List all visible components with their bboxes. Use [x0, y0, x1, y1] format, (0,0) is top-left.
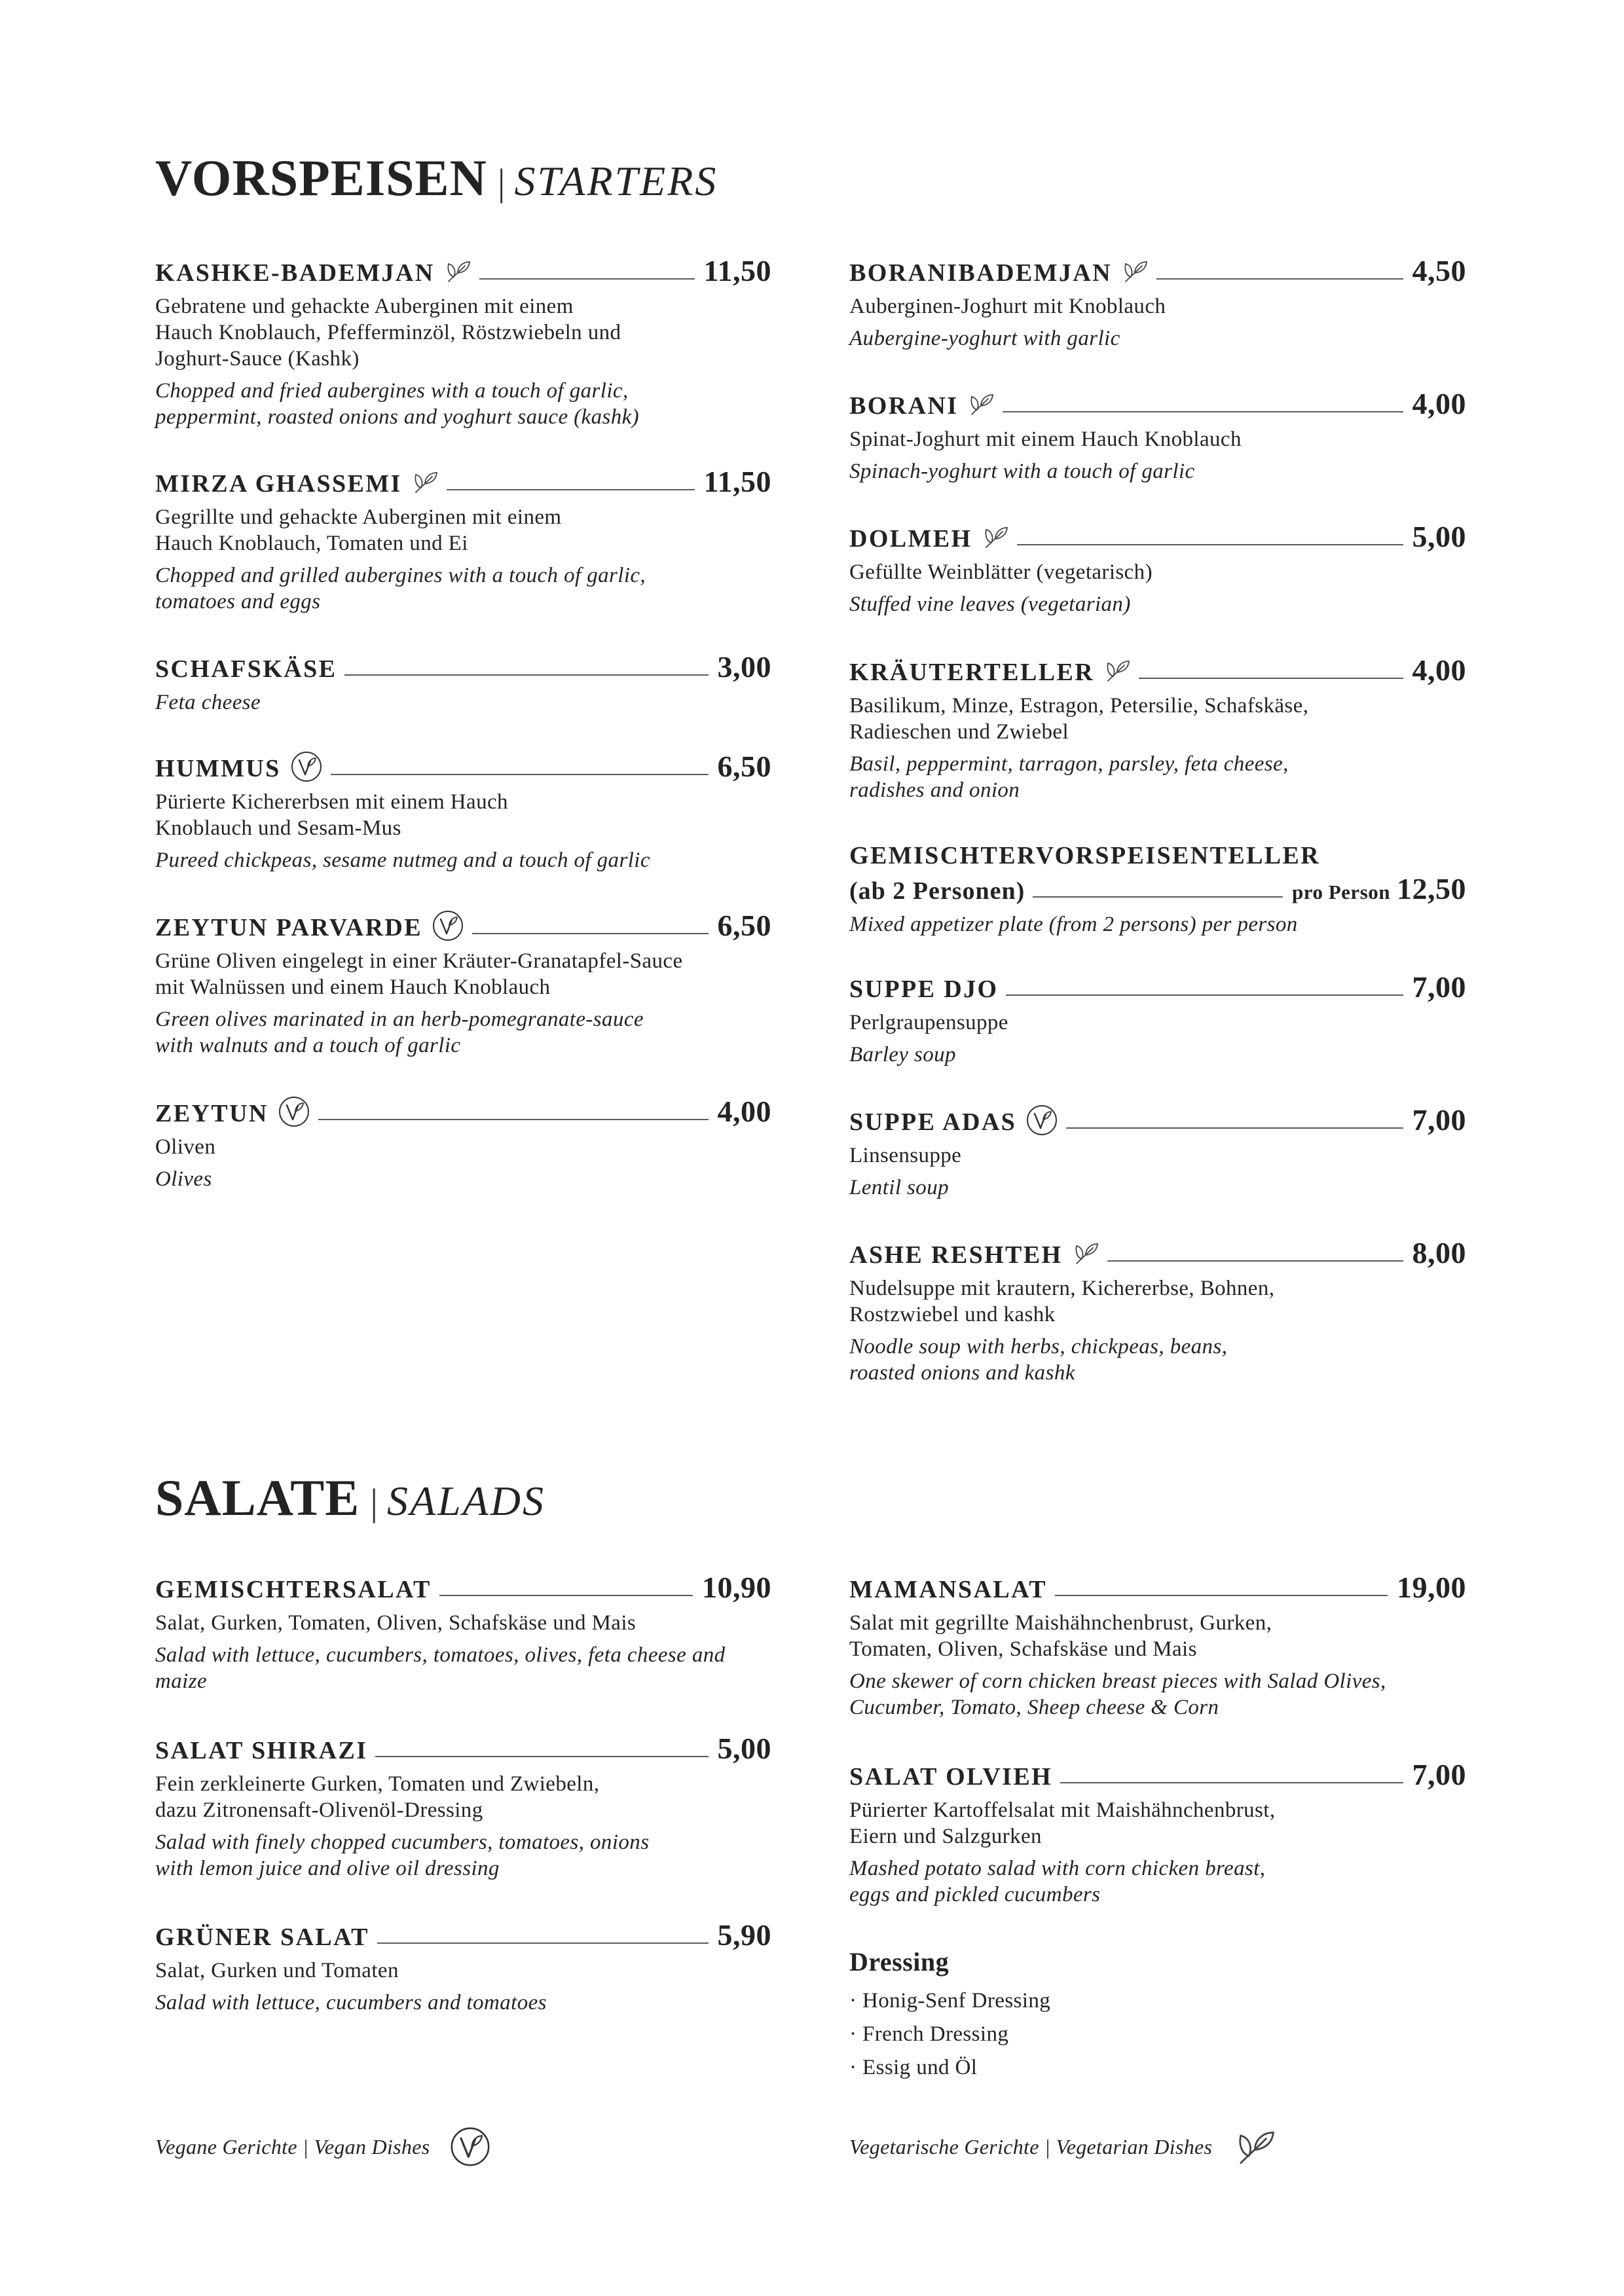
- description-en: [155, 378, 771, 430]
- description-en-line: roasted onions and kashk: [849, 1361, 1075, 1385]
- item-name: ZEYTUN: [155, 1100, 268, 1127]
- description-de: [849, 1610, 1466, 1662]
- item-price: 8,00: [1412, 1236, 1466, 1269]
- item-price: 3,00: [717, 650, 771, 683]
- item-name-row: [155, 748, 771, 785]
- menu-item: [849, 1757, 1466, 1908]
- vegan-legend: [155, 2124, 491, 2170]
- description-en: [849, 1334, 1466, 1386]
- vegan-icon: [1025, 1104, 1058, 1137]
- item-name-row: [849, 969, 1466, 1006]
- menu-item: [849, 386, 1466, 484]
- item-price: 7,00: [1412, 1758, 1466, 1791]
- item-price: 4,00: [717, 1095, 771, 1128]
- item-name-row: [849, 519, 1466, 555]
- price-leader-line: [1066, 1127, 1403, 1129]
- description-de-line: Spinat-Joghurt mit einem Hauch Knoblauch: [849, 428, 1242, 451]
- description-de: [155, 1610, 771, 1636]
- menu-item: [849, 1235, 1466, 1386]
- description-de-line: Pürierte Kichererbsen mit einem Hauch: [155, 790, 508, 814]
- item-name: SALAT OLVIEH: [849, 1763, 1053, 1791]
- description-de-line: Oliven: [155, 1135, 216, 1159]
- description-de-line: dazu Zitronensaft-Olivenöl-Dressing: [155, 1798, 483, 1822]
- description-de: [155, 948, 771, 1000]
- description-en-line: eggs and pickled cucumbers: [849, 1883, 1101, 1906]
- item-price: 5,90: [717, 1918, 771, 1952]
- menu-item: [155, 1569, 771, 1694]
- vegetarian-legend-label: Vegetarische Gerichte | Vegetarian Dishes: [849, 2134, 1213, 2159]
- description-de-line: Joghurt-Sauce (Kashk): [155, 347, 360, 371]
- description-en-line: Noodle soup with herbs, chickpeas, beans,: [849, 1335, 1228, 1358]
- item-name: SCHAFSKÄSE: [155, 655, 337, 683]
- item-name-detail: (ab 2 Personen): [849, 877, 1025, 905]
- description-en-line: tomatoes and eggs: [155, 590, 321, 613]
- description-de-line: Radieschen und Zwiebel: [849, 720, 1069, 744]
- description-en-line: with walnuts and a touch of garlic: [155, 1034, 461, 1057]
- dressing-item: · Essig und Öl: [849, 2056, 978, 2079]
- description-en-line: One skewer of corn chicken breast pieces with Salad Olives,: [849, 1669, 1386, 1693]
- description-en-line: Mixed appetizer plate (from 2 persons) per person: [849, 913, 1298, 936]
- description-en-line: Mashed potato salad with corn chicken breast,: [849, 1857, 1266, 1880]
- item-name: DOLMEH: [849, 525, 972, 553]
- description-de-line: Gegrillte und gehackte Auberginen mit einem: [155, 505, 562, 529]
- description-de-line: Hauch Knoblauch, Tomaten und Ei: [155, 532, 468, 555]
- title-separator: |: [497, 161, 506, 204]
- price-leader-line: [439, 1595, 693, 1596]
- description-de-line: Basilikum, Minze, Estragon, Petersilie, Schafskäse,: [849, 694, 1309, 718]
- price-leader-line: [1033, 896, 1283, 898]
- menu-item: [849, 1569, 1466, 1721]
- item-price: 11,50: [703, 465, 771, 498]
- description-en-line: maize: [155, 1669, 207, 1693]
- description-en-line: Chopped and fried aubergines with a touch of garlic,: [155, 379, 629, 403]
- description-en-line: Salad with finely chopped cucumbers, tomatoes, onions: [155, 1831, 650, 1854]
- description-de-line: Eiern und Salzgurken: [849, 1825, 1042, 1848]
- menu-item: [849, 652, 1466, 803]
- description-de-line: Gebratene und gehackte Auberginen mit einem: [155, 295, 574, 318]
- item-name: ZEYTUN PARVARDE: [155, 914, 423, 941]
- section-title: SALATE: [155, 1469, 360, 1526]
- item-name: SALAT SHIRAZI: [155, 1737, 368, 1764]
- price-leader-line: [375, 1756, 708, 1757]
- item-name-row: [155, 1730, 771, 1767]
- description-en: [155, 562, 771, 615]
- vegan-icon: [449, 2126, 491, 2168]
- description-de-line: Knoblauch und Sesam-Mus: [155, 816, 401, 840]
- item-name-row: [155, 1569, 771, 1606]
- menu-item: [849, 1102, 1466, 1201]
- item-name: ASHE RESHTEH: [849, 1241, 1063, 1269]
- price-leader-line: [1139, 678, 1403, 679]
- description-de-line: Hauch Knoblauch, Pfefferminzöl, Röstzwiebeln und: [155, 321, 621, 344]
- item-price: 12,50: [1397, 872, 1466, 905]
- description-en-line: Barley soup: [849, 1043, 956, 1066]
- price-leader-line: [377, 1942, 709, 1944]
- item-name: GEMISCHTERSALAT: [155, 1576, 432, 1603]
- description-de: [849, 1142, 1466, 1169]
- menu-item: [155, 748, 771, 873]
- description-de: [849, 1797, 1466, 1850]
- item-price: 5,00: [1412, 520, 1466, 553]
- section-title: VORSPEISEN: [155, 149, 487, 206]
- description-de-line: Pürierter Kartoffelsalat mit Maishähnchenbrust,: [849, 1798, 1276, 1822]
- description-de: [155, 1134, 771, 1160]
- menu-item: [155, 1917, 771, 2016]
- price-leader-line: [318, 1119, 709, 1120]
- price-leader-line: [1107, 1260, 1403, 1262]
- item-price: 6,50: [717, 909, 771, 942]
- item-name-row: [849, 652, 1466, 689]
- item-name: MIRZA GHASSEMI: [155, 470, 402, 498]
- description-de: [849, 559, 1466, 585]
- description-de-line: Rostzwiebel und kashk: [849, 1303, 1056, 1326]
- item-name-row: [849, 253, 1466, 289]
- price-leader-line: [344, 674, 708, 676]
- price-leader-line: [447, 489, 695, 490]
- item-price: 7,00: [1412, 970, 1466, 1004]
- dressing-block: [849, 1944, 1466, 2085]
- item-name: KRÄUTERTELLER: [849, 659, 1095, 686]
- description-en: [155, 1642, 771, 1694]
- item-price: 10,90: [702, 1571, 771, 1604]
- vegan-legend-label: Vegane Gerichte | Vegan Dishes: [155, 2134, 430, 2159]
- item-price: 11,50: [703, 254, 771, 287]
- description-de-line: Perlgraupensuppe: [849, 1011, 1008, 1034]
- menu-item: [849, 969, 1466, 1068]
- price-leader-line: [479, 278, 695, 280]
- description-de: [155, 504, 771, 556]
- item-name: HUMMUS: [155, 755, 281, 782]
- item-name-row: [849, 1235, 1466, 1271]
- description-en: [849, 1668, 1466, 1721]
- description-en-line: Olives: [155, 1167, 212, 1191]
- description-en-line: Salad with lettuce, cucumbers and tomatoes: [155, 1991, 547, 2014]
- salads-heading: [155, 1468, 545, 1527]
- item-name: BORANIBADEMJAN: [849, 259, 1112, 287]
- menu-item: [155, 464, 771, 615]
- item-price: 6,50: [717, 750, 771, 783]
- description-en-line: Basil, peppermint, tarragon, parsley, feta cheese,: [849, 752, 1289, 776]
- item-name-row: [849, 1757, 1466, 1793]
- vegetarian-icon: [983, 524, 1009, 550]
- section-subtitle: SALADS: [386, 1478, 545, 1524]
- item-price: 5,00: [717, 1732, 771, 1765]
- item-name: SUPPE ADAS: [849, 1108, 1017, 1136]
- description-en-line: peppermint, roasted onions and yoghurt sauce (kashk): [155, 405, 640, 429]
- description-en: [155, 1166, 771, 1192]
- description-en: [849, 1855, 1466, 1908]
- description-de: [849, 1275, 1466, 1328]
- description-de: [155, 789, 771, 841]
- description-de-line: Fein zerkleinerte Gurken, Tomaten und Zwiebeln,: [155, 1772, 600, 1796]
- dressing-item: · French Dressing: [849, 2022, 1009, 2046]
- description-de-line: Linsensuppe: [849, 1144, 962, 1167]
- price-leader-line: [1055, 1595, 1388, 1596]
- description-en-line: Feta cheese: [155, 691, 261, 714]
- menu-item: [155, 253, 771, 430]
- item-name: BORANI: [849, 392, 959, 420]
- description-de-line: Gefüllte Weinblätter (vegetarisch): [849, 560, 1153, 584]
- vegetarian-icon: [1236, 2126, 1276, 2167]
- item-name-row: [849, 386, 1466, 422]
- description-de-line: Nudelsuppe mit krautern, Kichererbse, Bohnen,: [849, 1277, 1275, 1300]
- vegetarian-icon: [445, 258, 471, 284]
- description-en-line: with lemon juice and olive oil dressing: [155, 1857, 500, 1880]
- price-leader-line: [472, 933, 708, 934]
- description-de-line: mit Walnüssen und einem Hauch Knoblauch: [155, 975, 551, 999]
- vegetarian-icon: [1073, 1240, 1099, 1266]
- vegetarian-icon: [1105, 657, 1131, 683]
- description-en: [155, 689, 771, 716]
- description-en: [155, 1829, 771, 1882]
- section-subtitle: STARTERS: [514, 158, 718, 204]
- menu-item: [849, 253, 1466, 352]
- description-de: [155, 293, 771, 372]
- item-name-row: [849, 1102, 1466, 1139]
- starters-heading: [155, 149, 718, 208]
- item-price: 4,00: [1412, 653, 1466, 687]
- description-en: [155, 1990, 771, 2016]
- vegan-icon: [432, 909, 464, 942]
- dressing-list: [849, 1984, 1466, 2085]
- item-name-row: [155, 907, 771, 944]
- menu-item: [849, 837, 1466, 938]
- description-en: [849, 325, 1466, 352]
- menu-item: [155, 649, 771, 716]
- description-en: [849, 1175, 1466, 1201]
- description-en: [849, 591, 1466, 617]
- description-en-line: Chopped and grilled aubergines with a touch of garlic,: [155, 564, 646, 587]
- item-name-row: [155, 1093, 771, 1130]
- price-leader-line: [1003, 411, 1403, 412]
- description-en-line: Pureed chickpeas, sesame nutmeg and a touch of garlic: [155, 848, 650, 872]
- dressing-title: Dressing: [849, 1947, 950, 1977]
- description-en: [849, 1042, 1466, 1068]
- item-name-row: [155, 253, 771, 289]
- description-de: [849, 1010, 1466, 1036]
- item-name-row: [155, 1917, 771, 1954]
- item-price: 4,00: [1412, 387, 1466, 420]
- description-en: [155, 847, 771, 873]
- dressing-item: · Honig-Senf Dressing: [849, 1989, 1051, 2013]
- price-leader-line: [331, 774, 709, 775]
- description-en: [849, 911, 1466, 938]
- description-de: [155, 1771, 771, 1823]
- description-de: [849, 693, 1466, 745]
- menu-item: [155, 907, 771, 1059]
- vegan-icon: [278, 1095, 310, 1128]
- item-name-row: [155, 464, 771, 500]
- description-en-line: Stuffed vine leaves (vegetarian): [849, 592, 1131, 616]
- menu-item: [155, 1730, 771, 1882]
- vegetarian-icon: [413, 469, 439, 495]
- item-name: MAMANSALAT: [849, 1576, 1047, 1603]
- item-price: 4,50: [1412, 254, 1466, 287]
- item-name: GRÜNER SALAT: [155, 1923, 369, 1951]
- item-price: 7,00: [1412, 1103, 1466, 1137]
- item-name: SUPPE DJO: [849, 975, 999, 1003]
- description-en-line: Cucumber, Tomato, Sheep cheese & Corn: [849, 1696, 1219, 1719]
- description-en-line: Aubergine-yoghurt with garlic: [849, 327, 1120, 350]
- vegetarian-icon: [969, 391, 995, 417]
- description-de: [155, 1958, 771, 1984]
- item-price: 19,00: [1397, 1571, 1466, 1604]
- description-en: [849, 458, 1466, 484]
- item-name: KASHKE-BADEMJAN: [155, 259, 435, 287]
- description-en-line: radishes and onion: [849, 778, 1020, 802]
- vegetarian-icon: [1122, 258, 1149, 284]
- price-leader-line: [1017, 544, 1403, 545]
- price-unit: pro Person: [1292, 881, 1390, 903]
- description-de-line: Salat, Gurken, Tomaten, Oliven, Schafskäse und Mais: [155, 1611, 637, 1635]
- description-en-line: Spinach-yoghurt with a touch of garlic: [849, 460, 1195, 483]
- description-de-line: Grüne Oliven eingelegt in einer Kräuter-Granatapfel-Sauce: [155, 949, 683, 973]
- description-en: [849, 751, 1466, 803]
- description-de: [849, 293, 1466, 319]
- menu-item: [849, 519, 1466, 617]
- title-separator: |: [370, 1481, 378, 1523]
- description-de: [849, 426, 1466, 452]
- menu-item: [155, 1093, 771, 1192]
- description-de-line: Salat mit gegrillte Maishähnchenbrust, Gurken,: [849, 1611, 1272, 1635]
- description-en-line: Green olives marinated in an herb-pomegranate-sauce: [155, 1008, 644, 1031]
- price-leader-line: [1156, 278, 1403, 280]
- price-leader-line: [1060, 1782, 1403, 1783]
- description-de-line: Salat, Gurken und Tomaten: [155, 1959, 399, 1982]
- item-name-row: [155, 649, 771, 685]
- price-leader-line: [1006, 994, 1403, 996]
- item-name-row: [849, 1569, 1466, 1606]
- vegan-icon: [290, 750, 323, 783]
- description-en: [155, 1006, 771, 1059]
- description-en-line: Lentil soup: [849, 1176, 949, 1199]
- vegetarian-legend: [849, 2124, 1276, 2170]
- description-de-line: Auberginen-Joghurt mit Knoblauch: [849, 295, 1166, 318]
- item-name: GEMISCHTERVORSPEISENTELLER: [849, 842, 1321, 869]
- item-price-row: [849, 871, 1466, 907]
- item-name-row: [849, 837, 1466, 874]
- description-de-line: Tomaten, Oliven, Schafskäse und Mais: [849, 1637, 1197, 1661]
- description-en-line: Salad with lettuce, cucumbers, tomatoes, olives, feta cheese and: [155, 1643, 726, 1667]
